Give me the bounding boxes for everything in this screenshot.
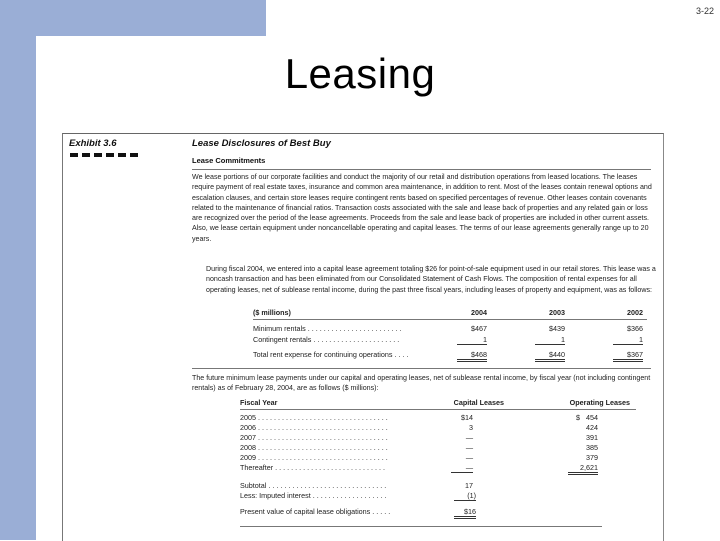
section-heading: Lease Commitments <box>192 156 266 165</box>
cell-capital-2009: — <box>465 453 473 462</box>
paragraph-future-payments: The future minimum lease payments under our capital and operating leases, net of sublease rental income, by fiscal year (not including contingent rentals) as of February 28, 2004, are as follows ($ millions): <box>192 374 651 393</box>
row-label-2009: 2009 . . . . . . . . . . . . . . . . . . . . . . . . . . . . . . . . . <box>240 453 388 462</box>
column-header-2002: 2002 <box>627 308 643 317</box>
cell-contingent-2003: 1 <box>535 335 565 345</box>
exhibit-label: Exhibit 3.6 <box>69 138 117 149</box>
cell-operating-2007: 391 <box>586 433 598 442</box>
lease-payments-table <box>240 398 636 528</box>
column-header-operating-leases: Operating Leases <box>569 398 630 407</box>
cell-operating-2005: $ 454 <box>576 413 598 422</box>
row-label-2007: 2007 . . . . . . . . . . . . . . . . . . . . . . . . . . . . . . . . . <box>240 433 388 442</box>
exhibit-panel <box>62 133 664 541</box>
cell-minimum-2004: $467 <box>471 324 487 333</box>
cell-operating-thereafter: 2,621 <box>568 463 598 475</box>
row-label-thereafter: Thereafter . . . . . . . . . . . . . . . . . . . . . . . . . . . . <box>240 463 385 472</box>
exhibit-title: Lease Disclosures of Best Buy <box>192 138 331 149</box>
row-label-2006: 2006 . . . . . . . . . . . . . . . . . . . . . . . . . . . . . . . . . <box>240 423 388 432</box>
cell-capital-2008: — <box>465 443 473 452</box>
row-label-2008: 2008 . . . . . . . . . . . . . . . . . . . . . . . . . . . . . . . . . <box>240 443 388 452</box>
cell-capital-2006: 3 <box>469 423 473 432</box>
decorative-top-bar <box>0 0 266 36</box>
cell-total-2002: $367 <box>613 350 643 362</box>
row-label-contingent-rentals: Contingent rentals . . . . . . . . . . . . . . . . . . . . . . <box>253 335 400 344</box>
cell-capital-2007: — <box>465 433 473 442</box>
cell-capital-thereafter: — <box>451 463 473 473</box>
column-header-2004: 2004 <box>471 308 487 317</box>
cell-operating-2006: 424 <box>586 423 598 432</box>
row-label-minimum-rentals: Minimum rentals . . . . . . . . . . . . . . . . . . . . . . . . <box>253 324 402 333</box>
exhibit-dash-rule <box>70 153 140 157</box>
paragraph-lease-commitments: We lease portions of our corporate facilities and conduct the majority of our retail and distribution operations from leased locations. The leases require payment of real estate taxes, insurance and common area maintenance, in addition to rent. Most of the leases contain renewal options and escalation clauses, and certain store leases require contingent rents based on specified percentages of revenue. Other leases contain covenants related to the maintenance of financial ratios. Transaction costs associated with the sale and lease back of properties and any related gain or loss are recognized over the period of the lease agreements. Proceeds from the sale and lease back of properties are included in other current assets. Also, we lease certain equipment under noncancellable operating and capital leases. The terms of our lease agreements generally range up to 20 years. <box>192 173 652 243</box>
slide-number: 3-22 <box>695 6 714 16</box>
cell-operating-2009: 379 <box>586 453 598 462</box>
cell-imputed-interest: (1) <box>454 491 476 501</box>
table-header-rule <box>253 319 647 320</box>
row-label-subtotal: Subtotal . . . . . . . . . . . . . . . . . . . . . . . . . . . . . . <box>240 481 387 490</box>
cell-capital-2005: $14 <box>461 413 473 422</box>
paragraph-capital-lease: During fiscal 2004, we entered into a capital lease agreement totaling $26 for point-of-sale equipment used in our retail stores. This lease was a noncash transaction and has been eliminated from our Consolidated Statement of Cash Flows. The composition of rental expenses for all operating leases, net of sublease rental income, during the past three fiscal years, including leases of property and equipment, was as follows: <box>206 265 656 294</box>
heading-divider <box>192 169 651 170</box>
slide-title: Leasing <box>284 50 436 97</box>
cell-contingent-2004: 1 <box>457 335 487 345</box>
cell-total-2003: $440 <box>535 350 565 362</box>
bottom-divider <box>240 526 602 527</box>
cell-total-2004: $468 <box>457 350 487 362</box>
column-header-2003: 2003 <box>549 308 565 317</box>
cell-subtotal: 17 <box>465 481 473 490</box>
cell-present-value: $16 <box>454 507 476 519</box>
cell-minimum-2003: $439 <box>549 324 565 333</box>
cell-contingent-2002: 1 <box>613 335 643 345</box>
cell-minimum-2002: $366 <box>627 324 643 333</box>
table-header-units: ($ millions) <box>253 308 291 317</box>
rent-expense-table <box>253 308 647 364</box>
row-label-imputed-interest: Less: Imputed interest . . . . . . . . . . . . . . . . . . . <box>240 491 387 500</box>
decorative-left-bar <box>0 36 36 540</box>
payments-header-rule <box>240 409 636 410</box>
row-label-total-rent: Total rent expense for continuing operations . . . . <box>253 350 409 359</box>
row-label-2005: 2005 . . . . . . . . . . . . . . . . . . . . . . . . . . . . . . . . . <box>240 413 388 422</box>
cell-operating-2008: 385 <box>586 443 598 452</box>
row-label-present-value: Present value of capital lease obligations . . . . . <box>240 507 391 516</box>
column-header-capital-leases: Capital Leases <box>453 398 504 407</box>
column-header-fiscal-year: Fiscal Year <box>240 398 278 407</box>
section-divider <box>192 368 651 369</box>
